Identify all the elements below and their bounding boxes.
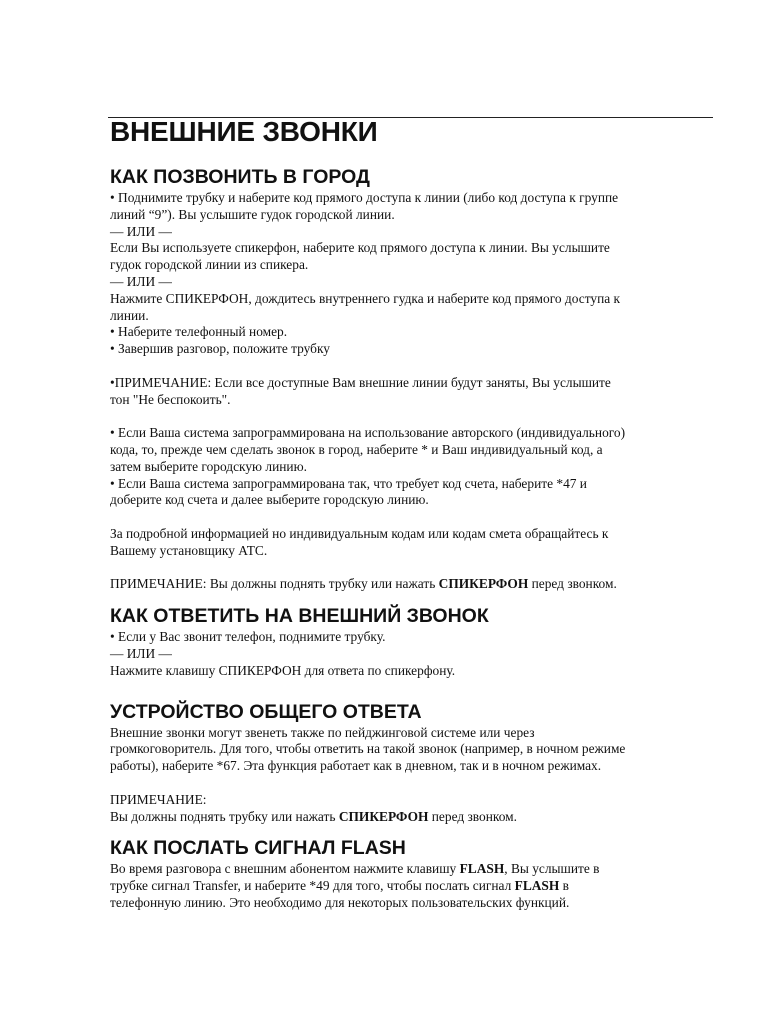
spacer xyxy=(110,825,715,836)
paragraph-line: • Поднимите трубку и наберите код прямого доступа к линии (либо код доступа к группе xyxy=(110,190,619,205)
or-separator: — ИЛИ — xyxy=(110,273,172,289)
paragraph-line: телефонную линию. Это необходимо для некоторых пользовательских функций. xyxy=(110,894,570,910)
section-call-city xyxy=(110,165,715,593)
spacer xyxy=(110,680,715,691)
note-line: тон "Не беспокоить". xyxy=(110,391,231,407)
spacer xyxy=(110,509,715,526)
paragraph-line: затем выберите городскую линию. xyxy=(110,458,307,474)
text-run: в xyxy=(559,878,569,894)
note-line xyxy=(110,809,715,826)
section-heading-send-flash: КАК ПОСЛАТЬ СИГНАЛ FLASH xyxy=(110,837,406,860)
paragraph-line: линий “9”). Вы услышите гудок городской линии. xyxy=(110,206,395,222)
paragraph-line: За подробной информацией но индивидуальным кодам или кодам смета обращайтесь к xyxy=(110,525,609,541)
bold-key-flash: FLASH xyxy=(459,861,505,877)
text-run: Во время разговора с внешним абонентом нажмите клавишу xyxy=(110,861,460,877)
text-run: , Вы услышите в xyxy=(504,861,600,877)
note-text: Вы должны поднять трубку или нажать xyxy=(110,808,339,824)
paragraph-line: работы), наберите *67. Эта функция работает как в дневном, так и в ночном режимах. xyxy=(110,758,602,774)
paragraph-line: Если Вы используете спикерфон, наберите код прямого доступа к линии. Вы услышите xyxy=(110,240,610,256)
note-text: перед звонком. xyxy=(428,808,517,824)
paragraph-line: доберите код счета и далее выберите городскую линию. xyxy=(110,492,429,508)
paragraph-line: Нажмите СПИКЕРФОН, дождитесь внутреннего гудка и наберите код прямого доступа к xyxy=(110,290,621,306)
spacer xyxy=(110,408,715,425)
spacer xyxy=(110,560,715,577)
note-line xyxy=(110,576,715,593)
note-bold-key: СПИКЕРФОН xyxy=(438,576,529,592)
or-separator: — ИЛИ — xyxy=(110,223,172,239)
spacer xyxy=(110,691,715,700)
list-item: • Если Ваша система запрограммирована так, что требует код счета, наберите *47 и xyxy=(110,475,587,491)
page-title: ВНЕШНИЕ ЗВОНКИ xyxy=(110,116,378,147)
paragraph-line: линии. xyxy=(110,307,149,323)
paragraph-line xyxy=(110,878,715,895)
note-text: ПРИМЕЧАНИЕ: Вы должны поднять трубку или нажать xyxy=(110,576,439,592)
text-run: трубке сигнал Transfer, и наберите *49 для того, чтобы послать сигнал xyxy=(110,878,515,894)
spacer xyxy=(110,358,715,375)
list-item: • Если Ваша система запрограммирована на использование авторского (индивидуального) xyxy=(110,425,626,441)
paragraph-line: Внешние звонки могут звенеть также по пейджинговой системе или через xyxy=(110,724,535,740)
list-item: • Если у Вас звонит телефон, поднимите трубку. xyxy=(110,629,386,645)
bold-key-flash: FLASH xyxy=(514,878,560,894)
list-item: • Завершив разговор, положите трубку xyxy=(110,341,330,357)
paragraph-line: кода, то, прежде чем сделать звонок в город, наберите * и Ваш индивидуальный код, а xyxy=(110,441,603,457)
section-heading-answer-call: КАК ОТВЕТИТЬ НА ВНЕШНИЙ ЗВОНОК xyxy=(110,605,489,628)
section-answer-call xyxy=(110,604,715,679)
section-send-flash xyxy=(110,836,715,911)
paragraph-line: громкоговоритель. Для того, чтобы ответить на такой звонок (например, в ночном режиме xyxy=(110,741,626,757)
section-heading-common-answer: УСТРОЙСТВО ОБЩЕГО ОТВЕТА xyxy=(110,700,422,723)
paragraph-line: гудок городской линии из спикера. xyxy=(110,257,309,273)
or-separator: — ИЛИ — xyxy=(110,645,172,661)
section-common-answer xyxy=(110,700,715,826)
note-bold-key: СПИКЕРФОН xyxy=(338,808,429,824)
paragraph-line: Нажмите клавишу СПИКЕРФОН для ответа по спикерфону. xyxy=(110,662,456,678)
note-text: перед звонком. xyxy=(528,576,617,592)
section-heading-call-city: КАК ПОЗВОНИТЬ В ГОРОД xyxy=(110,166,370,188)
spacer xyxy=(110,775,715,792)
paragraph-line: Вашему установщику АТС. xyxy=(110,542,268,558)
spacer xyxy=(110,593,715,604)
note-label: ПРИМЕЧАНИЕ: xyxy=(110,791,207,807)
paragraph-line xyxy=(110,861,715,878)
document-content xyxy=(110,116,715,912)
list-item: • Наберите телефонный номер. xyxy=(110,324,288,340)
note-line: •ПРИМЕЧАНИЕ: Если все доступные Вам внешние линии будут заняты, Вы услышите xyxy=(110,374,611,390)
